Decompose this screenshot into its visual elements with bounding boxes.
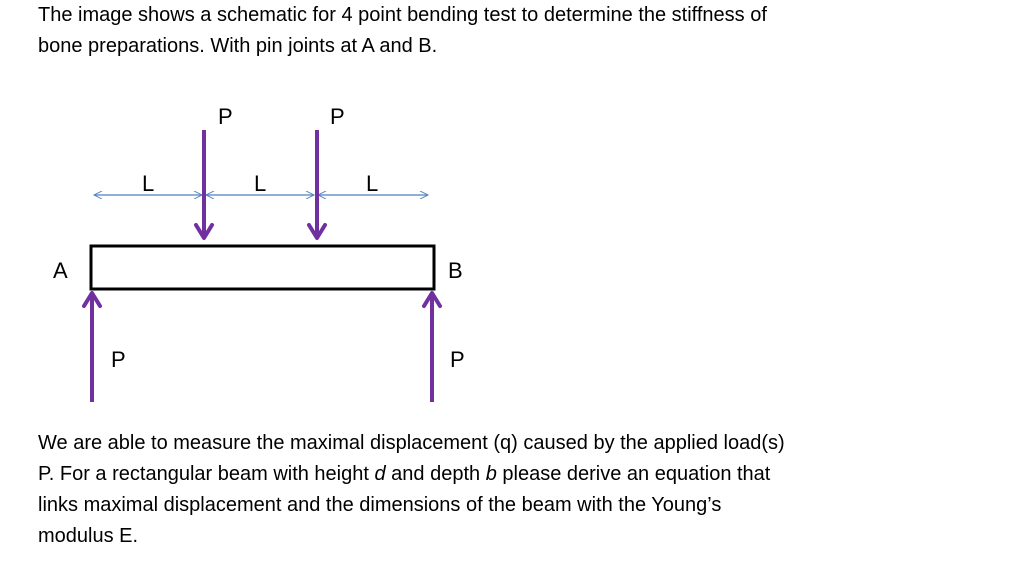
intro-line-2: bone preparations. With pin joints at A and B. — [38, 35, 438, 57]
support-label-a: A — [53, 258, 68, 283]
question-text — [38, 428, 998, 552]
question-line-2-end: please derive an equation that — [496, 463, 771, 485]
depth-variable: b — [485, 463, 497, 485]
intro-line-1: The image shows a schematic for 4 point bending test to determine the stiffness of — [38, 4, 767, 26]
reaction-arrow-left — [84, 293, 100, 402]
reaction-label-right: P — [450, 347, 465, 372]
support-label-b: B — [448, 258, 463, 283]
beam — [91, 246, 434, 289]
span-label-1: L — [142, 171, 155, 196]
question-line-3: links maximal displacement and the dimensions of the beam with the Young’s — [38, 494, 722, 516]
span-label-3: L — [366, 171, 379, 196]
question-line-2-start: P. For a rectangular beam with height — [38, 463, 375, 485]
reaction-label-left: P — [111, 347, 126, 372]
question-line-4: modulus E. — [38, 525, 139, 547]
span-label-2: L — [254, 171, 267, 196]
load-arrow-right — [309, 130, 325, 238]
height-variable: d — [374, 463, 386, 485]
load-label-left: P — [218, 104, 233, 129]
question-line-1: We are able to measure the maximal displacement (q) caused by the applied load(s) — [38, 432, 785, 454]
question-line-2-mid: and depth — [385, 463, 486, 485]
load-label-right: P — [330, 104, 345, 129]
load-arrow-left — [196, 130, 212, 238]
reaction-arrow-right — [424, 293, 440, 402]
